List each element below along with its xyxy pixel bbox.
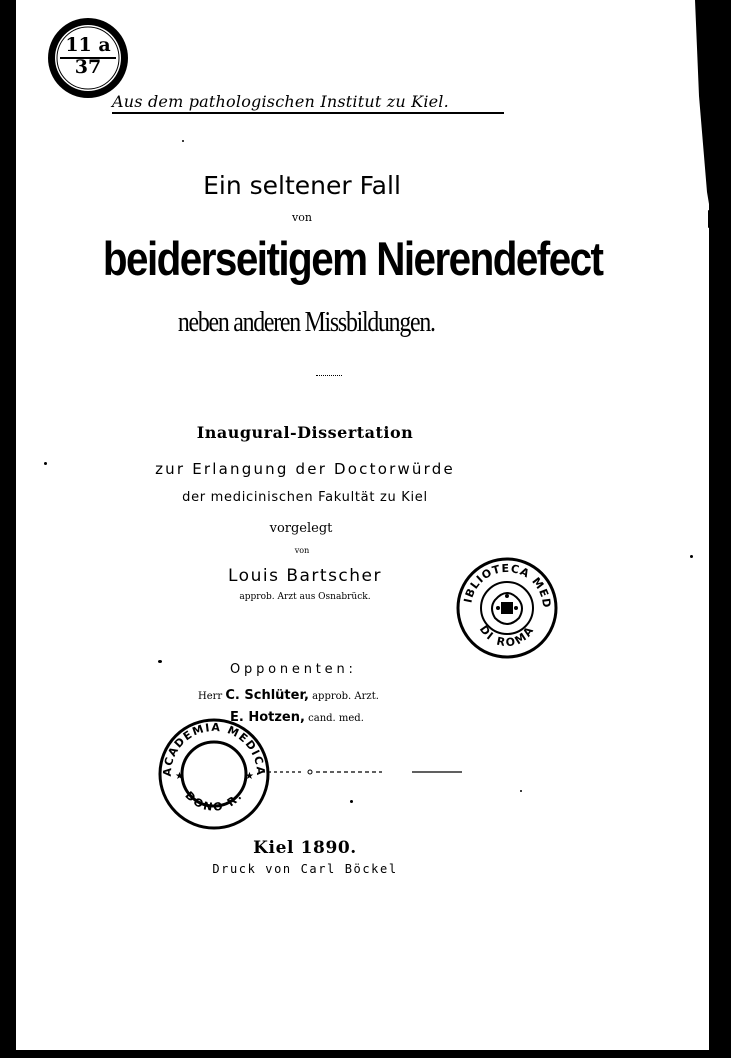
dissertation-type: Inaugural-Dissertation (196, 423, 414, 442)
svg-text:ACADEMIA MEDICA (161, 721, 267, 777)
opponent-title: approb. Arzt. (312, 691, 379, 702)
main-title: beiderseitigem Nierendefect (102, 232, 603, 285)
ornamental-separator (262, 768, 592, 776)
imprint-place-year: Kiel 1890. (253, 838, 357, 858)
library-stamp (455, 556, 559, 660)
library-stamp-bottom: DI ROMA (476, 622, 538, 650)
opponent-name: E. Hotzen, (230, 710, 305, 725)
opponents-heading: Opponenten: (230, 662, 357, 677)
author-name: Louis Bartscher (228, 566, 382, 586)
header-rule (112, 112, 504, 114)
title-line-1: Ein seltener Fall (203, 171, 401, 200)
library-stamp-top: IBLIOTECA MED (461, 561, 554, 610)
svg-text:★: ★ (245, 771, 254, 782)
scan-edge-tear (695, 0, 715, 240)
svg-text:DI ROMA (477, 623, 537, 649)
shelfmark-line1: 11 a (65, 34, 111, 56)
subtitle: neben anderen Missbildungen. (177, 306, 435, 338)
academy-stamp-icon (157, 717, 271, 831)
academy-stamp-top: ACADEMIA MEDICA (160, 720, 268, 777)
submitted-label: vorgelegt (269, 521, 333, 536)
svg-text:★: ★ (175, 771, 184, 782)
opponent-name: C. Schlüter, (225, 688, 309, 703)
opponent-row (198, 688, 379, 703)
scan-edge-bottom (0, 1050, 731, 1058)
institute-header: Aus dem pathologischen Institut zu Kiel. (112, 92, 449, 111)
academy-stamp-bottom: DONO R. (182, 788, 246, 814)
svg-text:DONO R. (182, 789, 245, 814)
dotted-separator (316, 375, 342, 378)
opponent-title: cand. med. (308, 713, 364, 724)
author-note: approb. Arzt aus Osnabrück. (239, 592, 371, 602)
by-label: von (294, 546, 310, 555)
imprint-printer: Druck von Carl Böckel (212, 862, 398, 876)
academy-stamp (157, 717, 271, 831)
shelfmark-label (46, 16, 130, 100)
dissertation-faculty: der medicinischen Fakultät zu Kiel (182, 490, 428, 505)
dissertation-purpose: zur Erlangung der Doctorwürde (155, 460, 455, 478)
shelfmark-line2: 37 (74, 56, 102, 78)
title-connector: von (292, 211, 312, 224)
library-stamp-icon (455, 556, 559, 660)
opponent-prefix: Herr (198, 691, 223, 702)
scan-edge-left (0, 0, 16, 1058)
